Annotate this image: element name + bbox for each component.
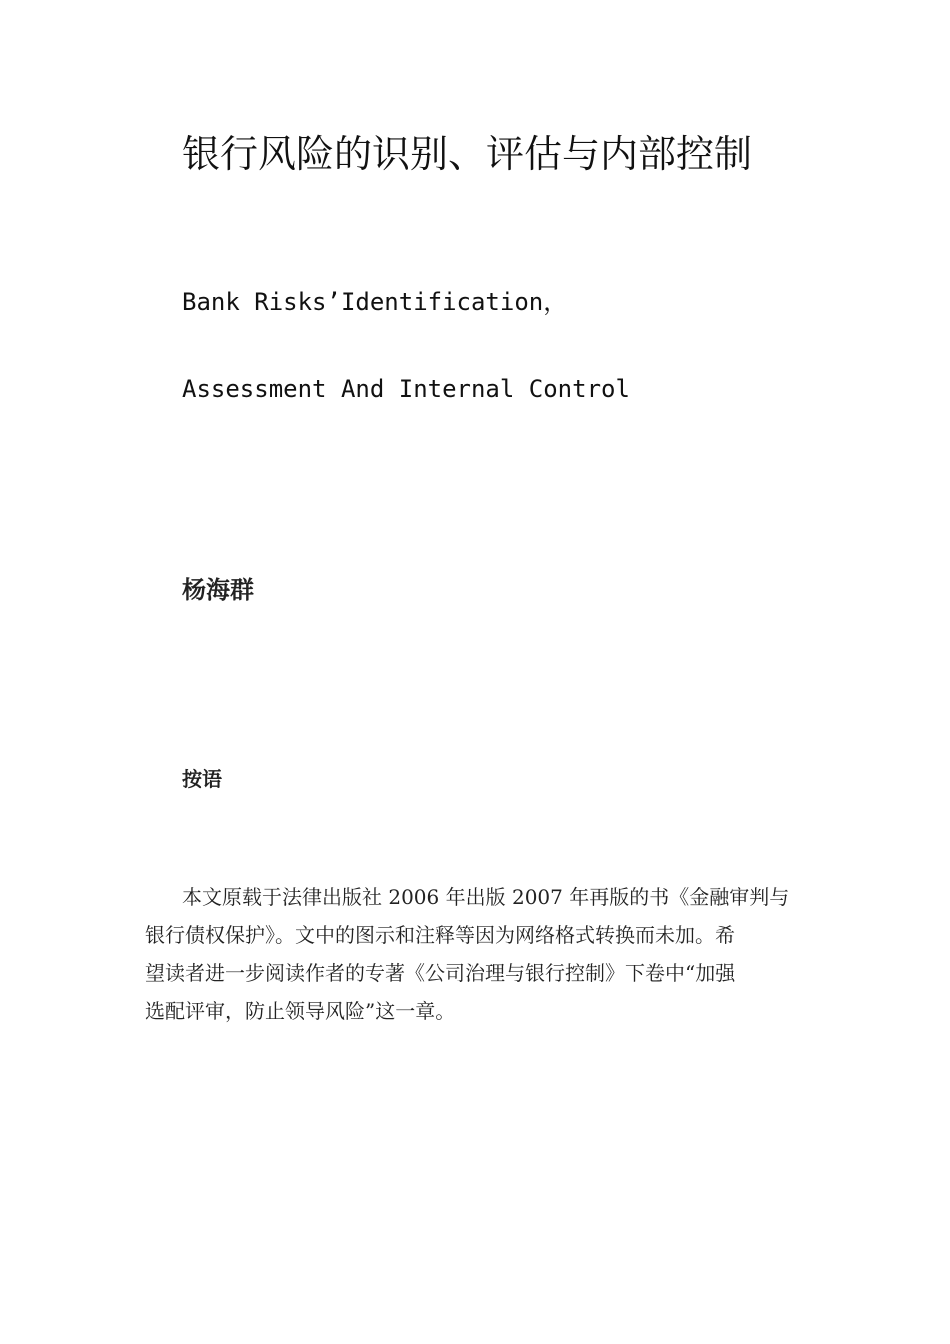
note-line: 本文原载于法律出版社 2006 年出版 2007 年再版的书《金融审判与 [182,885,790,909]
note-line: 望读者进一步阅读作者的专著《公司治理与银行控制》下卷中“加强 [145,961,736,985]
note-paragraph [145,878,815,1030]
note-heading: 按语 [182,767,222,791]
english-title-line-2: Assessment And Internal Control [182,375,630,403]
document-title: 银行风险的识别、评估与内部控制 [182,132,753,176]
author-name: 杨海群 [182,576,254,604]
english-title-line-1: Bank Risks’Identification， [182,288,568,316]
note-line: 银行债权保护》。文中的图示和注释等因为网络格式转换而未加。希 [145,923,735,947]
note-line: 选配评审，防止领导风险”这一章。 [145,999,456,1023]
